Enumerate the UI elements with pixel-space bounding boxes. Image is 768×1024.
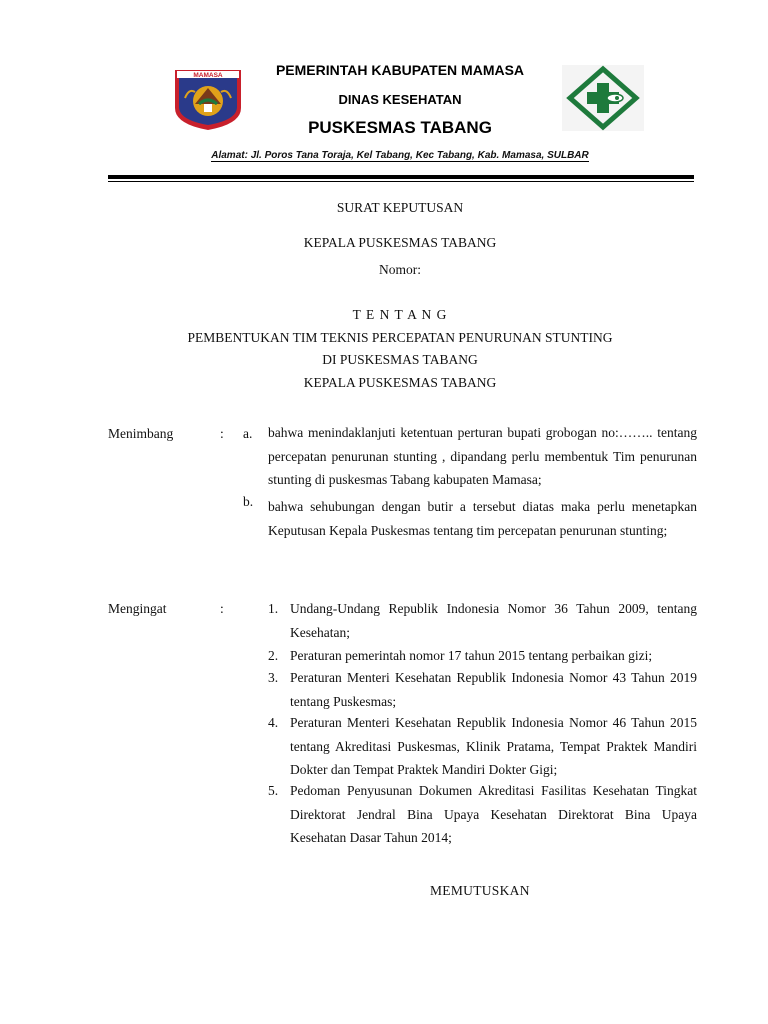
menimbang-item-a: bahwa menindaklanjuti ketentuan perturan bupati grobogan no:…….. tentang percepatan penurunan stunting , dipandang perlu membentuk Tim penurunan stunting di puskesmas Tabang kabupaten Mamasa; [268,425,697,487]
mengingat-label: Mengingat [108,601,167,616]
menimbang-marker-b: b. [243,494,254,509]
header-divider-thick [108,175,694,179]
menimbang-marker-a: a. [243,426,253,441]
mengingat-item-3: Peraturan Menteri Kesehatan Republik Indonesia Nomor 43 Tahun 2019 tentang Puskesmas; [290,670,697,709]
header-government: PEMERINTAH KABUPATEN MAMASA [275,62,525,78]
mengingat-item-2: Peraturan pemerintah nomor 17 tahun 2015 tentang perbaikan gizi; [290,648,653,663]
subject-line-1: PEMBENTUKAN TIM TEKNIS PERCEPATAN PENURUNAN STUNTING [187,330,613,345]
subject-line-3: KEPALA PUSKESMAS TABANG [303,375,497,390]
menimbang-item-b: bahwa sehubungan dengan butir a tersebut diatas maka perlu menetapkan Keputusan Kepala Puskesmas tentang tim percepatan penurunan stunting; [268,499,697,538]
mengingat-item-1: Undang-Undang Republik Indonesia Nomor 36 Tahun 2009, tentang Kesehatan; [290,601,697,640]
memutuskan-heading: MEMUTUSKAN [430,883,530,898]
header-divider-thin [108,181,694,182]
mengingat-item-4: Peraturan Menteri Kesehatan Republik Indonesia Nomor 46 Tahun 2015 tentang Akreditasi Puskesmas, Klinik Pratama, Tempat Praktek Mandiri Dokter dan Tempat Praktek Mandiri Dokter Gigi; [290,715,697,777]
menimbang-label: Menimbang [108,426,174,441]
mengingat-marker-1: 1. [268,601,279,616]
mengingat-item-5: Pedoman Penyusunan Dokumen Akreditasi Fasilitas Kesehatan Tingkat Direktorat Jendral Bina Upaya Kesehatan Direktorat Bina Upaya Kesehatan Dasar Tahun 2014; [290,783,697,845]
mengingat-marker-4: 4. [268,715,279,730]
header-department: DINAS KESEHATAN [338,92,462,107]
mengingat-marker-3: 3. [268,670,279,685]
header-address: Alamat: Jl. Poros Tana Toraja, Kel Tabang, Kec Tabang, Kab. Mamasa, SULBAR [211,150,589,161]
svg-text:MAMASA: MAMASA [193,72,223,80]
doc-number: Nomor: [379,262,421,277]
issuer: KEPALA PUSKESMAS TABANG [303,235,497,250]
menimbang-colon: : [220,426,224,441]
puskesmas-logo [562,65,644,131]
mengingat-marker-2: 2. [268,648,279,663]
mengingat-colon: : [220,601,224,616]
header-puskesmas: PUSKESMAS TABANG [308,118,492,137]
mengingat-marker-5: 5. [268,783,279,798]
doc-type: SURAT KEPUTUSAN [336,200,464,215]
tentang-heading: T E N T A N G [352,307,448,322]
subject-line-2: DI PUSKESMAS TABANG [322,352,478,367]
